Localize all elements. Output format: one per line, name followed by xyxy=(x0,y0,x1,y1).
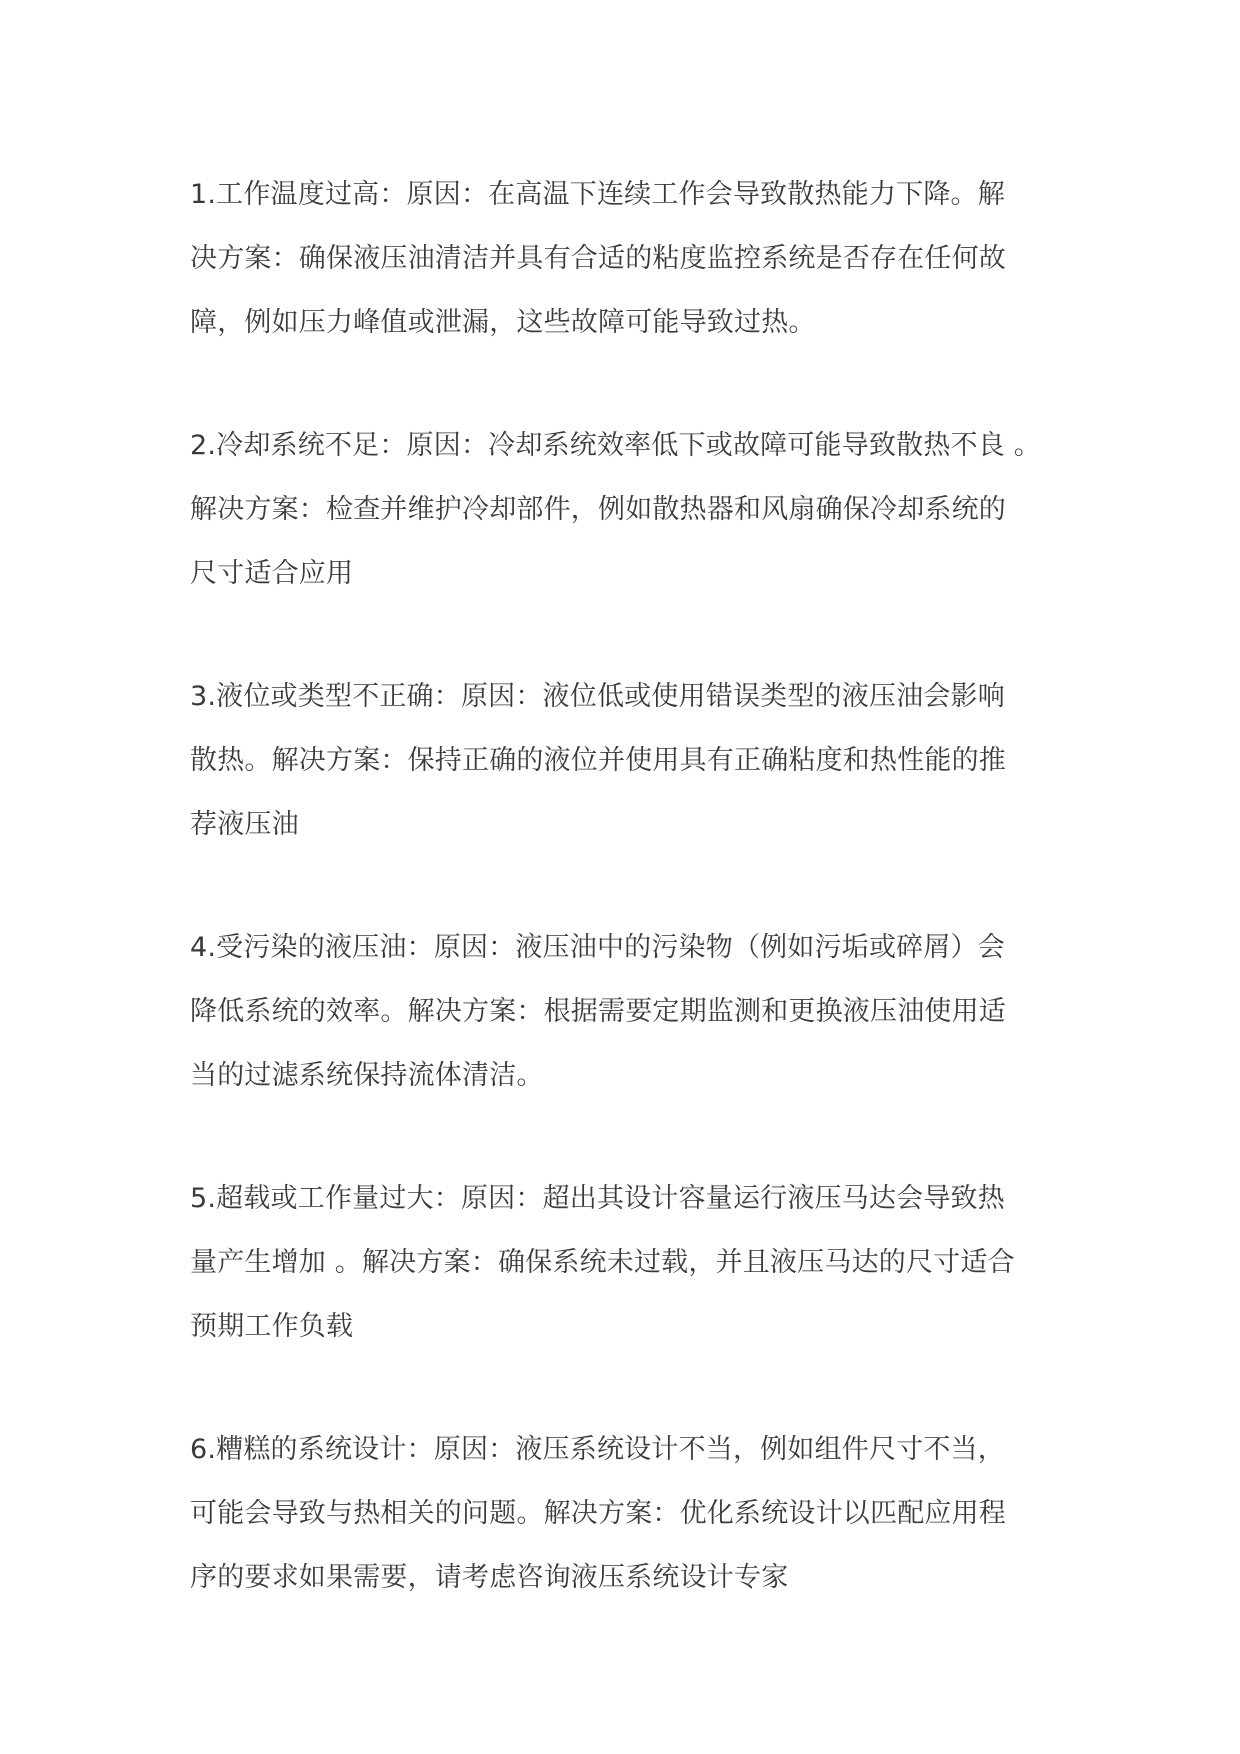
list-item-2 xyxy=(190,414,1060,606)
paragraph-line: 荐液压油 xyxy=(190,809,299,840)
paragraph-line: 2.冷却系统不足：原因：冷却系统效率低下或故障可能导致散热不良 。 xyxy=(190,430,1041,461)
list-item-6 xyxy=(190,1418,1060,1610)
paragraph-line: 散热。解决方案：保持正确的液位并使用具有正确粘度和热性能的推 xyxy=(190,745,1006,776)
paragraph-line: 障，例如压力峰值或泄漏，这些故障可能导致过热。 xyxy=(190,307,816,338)
paragraph-line: 降低系统的效率。解决方案：根据需要定期监测和更换液压油使用适 xyxy=(190,996,1006,1027)
document-body xyxy=(190,163,1060,1669)
paragraph-line: 可能会导致与热相关的问题。解决方案：优化系统设计以匹配应用程 xyxy=(190,1498,1006,1529)
paragraph-line: 预期工作负载 xyxy=(190,1311,354,1342)
list-item-4 xyxy=(190,916,1060,1108)
list-item-5 xyxy=(190,1167,1060,1359)
paragraph-line: 5.超载或工作量过大：原因：超出其设计容量运行液压马达会导致热 xyxy=(190,1183,1005,1214)
paragraph-line: 当的过滤系统保持流体清洁。 xyxy=(190,1060,544,1091)
paragraph-line: 序的要求如果需要，请考虑咨询液压系统设计专家 xyxy=(190,1562,789,1593)
paragraph-line: 3.液位或类型不正确：原因：液位低或使用错误类型的液压油会影响 xyxy=(190,681,1005,712)
paragraph-line: 1.工作温度过高：原因：在高温下连续工作会导致散热能力下降。解 xyxy=(190,179,1005,210)
paragraph-line: 决方案：确保液压油清洁并具有合适的粘度监控系统是否存在任何故 xyxy=(190,243,1006,274)
list-item-3 xyxy=(190,665,1060,857)
list-item-1 xyxy=(190,163,1060,355)
paragraph-line: 尺寸适合应用 xyxy=(190,558,354,589)
paragraph-line: 量产生增加 。解决方案：确保系统未过载，并且液压马达的尺寸适合 xyxy=(190,1247,1015,1278)
paragraph-line: 4.受污染的液压油：原因：液压油中的污染物（例如污垢或碎屑）会 xyxy=(190,932,1005,963)
paragraph-line: 解决方案：检查并维护冷却部件，例如散热器和风扇确保冷却系统的 xyxy=(190,494,1006,525)
paragraph-line: 6.糟糕的系统设计：原因：液压系统设计不当，例如组件尺寸不当， xyxy=(190,1434,1005,1465)
